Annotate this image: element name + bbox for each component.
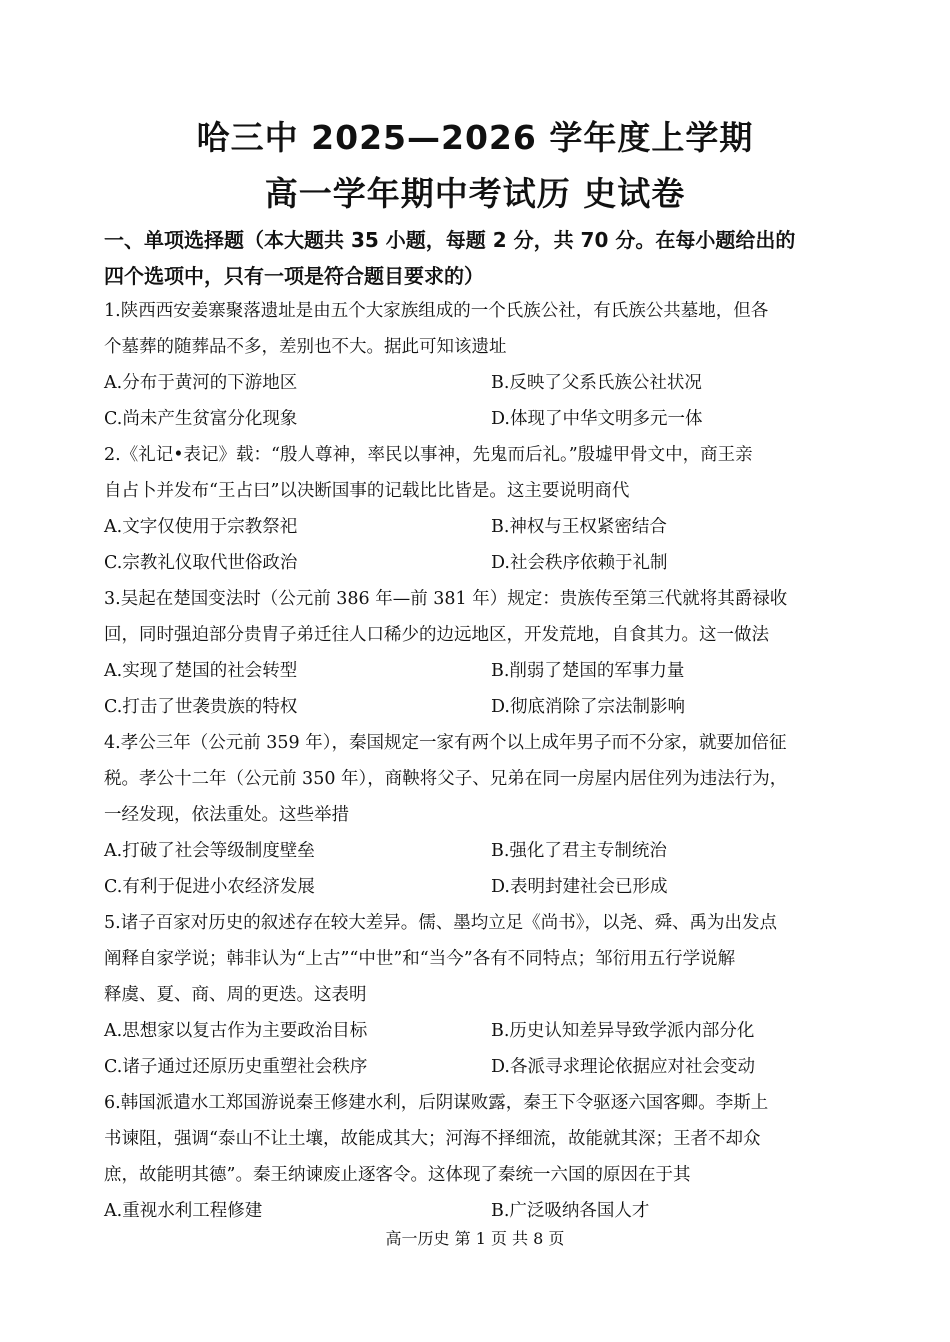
question-2-stem-line1: 2.《礼记•表记》载：“殷人尊神，率民以事神，先鬼而后礼。”殷墟甲骨文中，商王亲 xyxy=(104,445,753,465)
question-5-stem-line3: 释虞、夏、商、周的更迭。这表明 xyxy=(104,985,367,1005)
question-4-option-b: B.强化了君主专制统治 xyxy=(491,841,667,861)
section-heading-line1: 一、单项选择题（本大题共 35 小题，每题 2 分，共 70 分。在每小题给出的 xyxy=(104,228,796,252)
question-4-option-a: A.打破了社会等级制度壁垒 xyxy=(104,841,315,861)
section-heading-line2: 四个选项中，只有一项是符合题目要求的） xyxy=(104,264,484,288)
question-4-stem-line1: 4.孝公三年（公元前 359 年），秦国规定一家有两个以上成年男子而不分家，就要加倍征 xyxy=(104,733,787,753)
question-3-option-d: D.彻底消除了宗法制影响 xyxy=(491,697,685,717)
question-2-option-b: B.神权与王权紧密结合 xyxy=(491,517,667,537)
question-3-stem-line1: 3.吴起在楚国变法时（公元前 386 年—前 381 年）规定：贵族传至第三代就将其爵禄收 xyxy=(104,589,788,609)
question-2-stem-line2: 自占卜并发布“王占曰”以决断国事的记载比比皆是。这主要说明商代 xyxy=(104,481,630,501)
question-1-option-a: A.分布于黄河的下游地区 xyxy=(104,373,298,393)
page-footer: 高一历史 第 1 页 共 8 页 xyxy=(385,1229,565,1248)
exam-title-line2: 高一学年期中考试历 史试卷 xyxy=(264,174,686,213)
question-6-stem-line3: 庶，故能明其德”。秦王纳谏废止逐客令。这体现了秦统一六国的原因在于其 xyxy=(104,1165,691,1185)
question-2-option-c: C.宗教礼仪取代世俗政治 xyxy=(104,553,298,573)
question-4-stem-line3: 一经发现，依法重处。这些举措 xyxy=(104,805,349,825)
question-1-option-b: B.反映了父系氏族公社状况 xyxy=(491,373,702,393)
question-3-option-a: A.实现了楚国的社会转型 xyxy=(104,661,298,681)
question-3-option-c: C.打击了世袭贵族的特权 xyxy=(104,697,298,717)
question-4-option-d: D.表明封建社会已形成 xyxy=(491,877,668,897)
exam-title-line1: 哈三中 2025—2026 学年度上学期 xyxy=(196,118,754,157)
question-5-option-b: B.历史认知差异导致学派内部分化 xyxy=(491,1021,755,1041)
question-5-stem-line1: 5.诸子百家对历史的叙述存在较大差异。儒、墨均立足《尚书》，以尧、舜、禹为出发点 xyxy=(104,913,777,933)
question-5-stem-line2: 阐释自家学说；韩非认为“上古”“中世”和“当今”各有不同特点；邹衍用五行学说解 xyxy=(104,949,736,969)
question-4-option-c: C.有利于促进小农经济发展 xyxy=(104,877,315,897)
question-5-option-d: D.各派寻求理论依据应对社会变动 xyxy=(491,1057,755,1077)
question-1-option-c: C.尚未产生贫富分化现象 xyxy=(104,409,298,429)
question-6-stem-line1: 6.韩国派遣水工郑国游说秦王修建水利，后阴谋败露，秦王下令驱逐六国客卿。李斯上 xyxy=(104,1093,769,1113)
question-4-stem-line2: 税。孝公十二年（公元前 350 年），商鞅将父子、兄弟在同一房屋内居住列为违法行为， xyxy=(104,769,788,789)
question-3-option-b: B.削弱了楚国的军事力量 xyxy=(491,661,685,681)
question-6-option-a: A.重视水利工程修建 xyxy=(104,1201,263,1221)
question-2-option-d: D.社会秩序依赖于礼制 xyxy=(491,553,668,573)
question-1-stem-line2: 个墓葬的随葬品不多，差别也不大。据此可知该遗址 xyxy=(104,337,507,357)
question-6-stem-line2: 书谏阻，强调“泰山不让土壤，故能成其大；河海不择细流，故能就其深；王者不却众 xyxy=(104,1129,761,1149)
question-1-stem-line1: 1.陕西西安姜寨聚落遗址是由五个大家族组成的一个氏族公社，有氏族公共墓地，但各 xyxy=(104,301,769,321)
section-heading xyxy=(104,222,854,294)
question-3-stem-line2: 回，同时强迫部分贵胄子弟迁往人口稀少的边远地区，开发荒地，自食其力。这一做法 xyxy=(104,625,769,645)
question-5-option-a: A.思想家以复古作为主要政治目标 xyxy=(104,1021,368,1041)
question-5-option-c: C.诸子通过还原历史重塑社会秩序 xyxy=(104,1057,368,1077)
question-1-option-d: D.体现了中华文明多元一体 xyxy=(491,409,703,429)
question-2-option-a: A.文字仅使用于宗教祭祀 xyxy=(104,517,298,537)
question-6-option-b: B.广泛吸纳各国人才 xyxy=(491,1201,650,1221)
